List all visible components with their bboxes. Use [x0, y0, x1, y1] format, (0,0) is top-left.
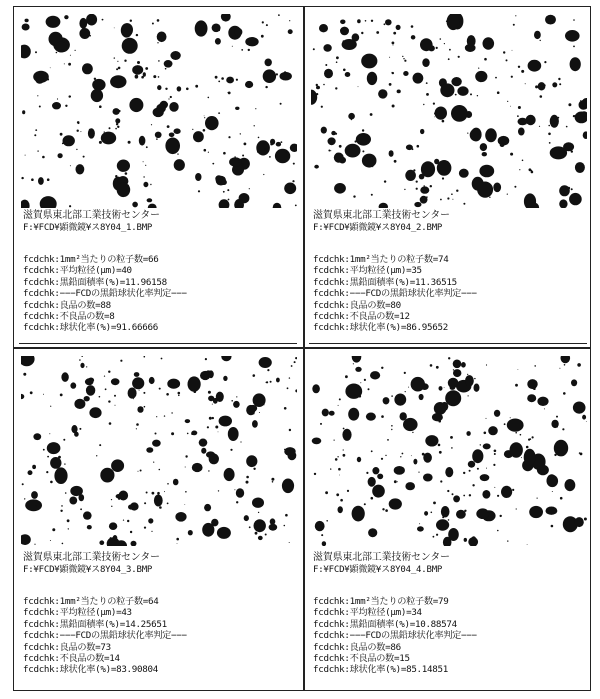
- result-particle-count: fcdchk:1mm²当たりの粒子数=66: [23, 254, 159, 265]
- grid-divider-horizontal: [14, 347, 590, 349]
- panel-underline: [309, 343, 587, 344]
- result-particle-count: fcdchk:1mm²当たりの粒子数=74: [313, 254, 449, 265]
- result-defect-count: fcdchk:不良品の数=8: [23, 310, 115, 322]
- result-graphite-area-ratio: fcdchk:黒鉛面積率(%)=11.96158: [23, 276, 167, 288]
- result-nodularity: fcdchk:球状化率(%)=85.14851: [313, 664, 448, 676]
- result-average-diameter: fcdchk:平均粒径(μm)=35: [313, 265, 422, 277]
- result-graphite-area-ratio: fcdchk:黒鉛面積率(%)=14.25651: [23, 618, 167, 630]
- results-block: [23, 596, 187, 676]
- result-defect-count: fcdchk:不良品の数=12: [313, 310, 410, 322]
- file-path-label: F:¥FCD¥顕微鏡¥ス8Y04_4.BMP: [313, 565, 443, 575]
- report-grid: [13, 6, 591, 691]
- file-path-label: F:¥FCD¥顕微鏡¥ス8Y04_2.BMP: [313, 223, 443, 233]
- result-particle-count: fcdchk:1mm²当たりの粒子数=79: [313, 596, 449, 607]
- micrograph-image: [21, 14, 297, 208]
- institute-label: 滋賀県東北部工業技術センター: [313, 552, 450, 563]
- institute-label: 滋賀県東北部工業技術センター: [23, 552, 160, 563]
- file-path-label: F:¥FCD¥顕微鏡¥ス8Y04_1.BMP: [23, 223, 153, 233]
- result-nodularity: fcdchk:球状化率(%)=91.66666: [23, 322, 158, 334]
- result-average-diameter: fcdchk:平均粒径(μm)=40: [23, 265, 132, 277]
- result-judgement-header: fcdchk:−−−FCDの黒鉛球状化率判定−−−: [313, 630, 477, 642]
- result-nodularity: fcdchk:球状化率(%)=86.95652: [313, 322, 448, 334]
- result-defect-count: fcdchk:不良品の数=14: [23, 652, 120, 664]
- panel-3: [15, 350, 302, 688]
- micrograph-image: [311, 14, 587, 208]
- panel-2: [305, 8, 592, 346]
- result-good-count: fcdchk:良品の数=80: [313, 299, 401, 311]
- result-judgement-header: fcdchk:−−−FCDの黒鉛球状化率判定−−−: [23, 630, 187, 642]
- result-defect-count: fcdchk:不良品の数=15: [313, 652, 410, 664]
- result-average-diameter: fcdchk:平均粒径(μm)=43: [23, 607, 132, 619]
- result-judgement-header: fcdchk:−−−FCDの黒鉛球状化率判定−−−: [313, 288, 477, 300]
- result-good-count: fcdchk:良品の数=88: [23, 299, 111, 311]
- result-average-diameter: fcdchk:平均粒径(μm)=34: [313, 607, 422, 619]
- institute-label: 滋賀県東北部工業技術センター: [23, 210, 160, 221]
- micrograph-image: [21, 356, 297, 546]
- result-nodularity: fcdchk:球状化率(%)=83.90804: [23, 664, 158, 676]
- institute-label: 滋賀県東北部工業技術センター: [313, 210, 450, 221]
- results-block: [313, 596, 477, 676]
- panel-1: [15, 8, 302, 346]
- micrograph-image: [311, 356, 587, 546]
- result-graphite-area-ratio: fcdchk:黒鉛面積率(%)=10.88574: [313, 618, 457, 630]
- result-judgement-header: fcdchk:−−−FCDの黒鉛球状化率判定−−−: [23, 288, 187, 300]
- results-block: [313, 254, 477, 334]
- results-block: [23, 254, 187, 334]
- panel-4: [305, 350, 592, 688]
- file-path-label: F:¥FCD¥顕微鏡¥ス8Y04_3.BMP: [23, 565, 153, 575]
- result-good-count: fcdchk:良品の数=73: [23, 641, 111, 653]
- result-good-count: fcdchk:良品の数=86: [313, 641, 401, 653]
- panel-underline: [19, 343, 297, 344]
- result-graphite-area-ratio: fcdchk:黒鉛面積率(%)=11.36515: [313, 276, 457, 288]
- result-particle-count: fcdchk:1mm²当たりの粒子数=64: [23, 596, 159, 607]
